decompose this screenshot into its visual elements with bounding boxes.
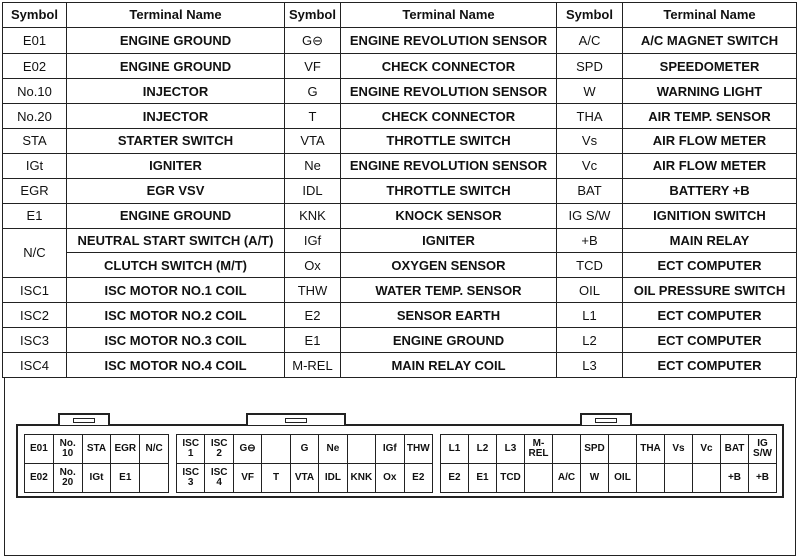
symbol-cell: Ox: [285, 253, 341, 278]
connector-pin: E2: [404, 463, 433, 493]
connector-pin: VTA: [290, 463, 319, 493]
connector-pin: SPD: [580, 434, 609, 464]
terminal-name-cell: KNOCK SENSOR: [341, 203, 557, 228]
symbol-header: Symbol: [557, 3, 623, 28]
terminal-name-cell: A/C MAGNET SWITCH: [623, 27, 797, 53]
terminal-name-cell: CHECK CONNECTOR: [341, 104, 557, 129]
terminal-name-cell: MAIN RELAY: [623, 228, 797, 253]
symbol-cell: G⊖: [285, 27, 341, 53]
symbol-cell: ISC2: [3, 303, 67, 328]
connector-pin: [552, 434, 581, 464]
symbol-cell: No.10: [3, 79, 67, 104]
symbol-cell: E01: [3, 27, 67, 53]
terminal-name-cell: BATTERY +B: [623, 178, 797, 203]
connector-pin: [608, 434, 637, 464]
connector-pin: EGR: [110, 434, 140, 464]
terminal-name-header: Terminal Name: [341, 3, 557, 28]
connector-pin: +B: [748, 463, 777, 493]
terminal-name-cell: IGNITER: [341, 228, 557, 253]
symbol-cell: E1: [3, 203, 67, 228]
symbol-cell: THA: [557, 104, 623, 129]
table-row: [3, 203, 797, 228]
table-row: [3, 303, 797, 328]
connector-pin: TCD: [496, 463, 525, 493]
terminal-name-cell: THROTTLE SWITCH: [341, 129, 557, 154]
terminal-name-cell: ENGINE REVOLUTION SENSOR: [341, 79, 557, 104]
terminal-name-cell: ECT COMPUTER: [623, 253, 797, 278]
table-row: [3, 27, 797, 53]
symbol-cell: L3: [557, 353, 623, 378]
terminal-name-cell: SENSOR EARTH: [341, 303, 557, 328]
connector-block-1: [24, 434, 168, 492]
terminal-name-cell: ISC MOTOR NO.2 COIL: [67, 303, 285, 328]
table-row: [3, 54, 797, 79]
connector-pin: T: [261, 463, 290, 493]
connector-pin: G: [290, 434, 319, 464]
connector-pin: IGf: [375, 434, 404, 464]
symbol-header: Symbol: [3, 3, 67, 28]
table-row: [3, 178, 797, 203]
connector-pin: IGt: [82, 463, 112, 493]
connector-pin: IG S/W: [748, 434, 777, 464]
table-row: [3, 278, 797, 303]
terminal-name-cell: ECT COMPUTER: [623, 353, 797, 378]
symbol-cell: Vs: [557, 129, 623, 154]
connector-pin: N/C: [139, 434, 169, 464]
connector-pin: E01: [24, 434, 54, 464]
table-row: [3, 253, 797, 278]
connector-pin: L3: [496, 434, 525, 464]
connector-pin: No. 10: [53, 434, 83, 464]
symbol-cell: IGf: [285, 228, 341, 253]
terminal-name-cell: AIR FLOW METER: [623, 153, 797, 178]
terminal-name-cell: MAIN RELAY COIL: [341, 353, 557, 378]
symbol-cell: L1: [557, 303, 623, 328]
terminal-name-cell: ECT COMPUTER: [623, 303, 797, 328]
terminal-name-header: Terminal Name: [623, 3, 797, 28]
connector-pin: W: [580, 463, 609, 493]
symbol-cell: SPD: [557, 54, 623, 79]
symbol-cell: E2: [285, 303, 341, 328]
connector-pin: [664, 463, 693, 493]
connector-key-tab: [246, 413, 346, 425]
symbol-cell: N/C: [3, 228, 67, 278]
connector-pin: E1: [110, 463, 140, 493]
terminal-name-cell: ISC MOTOR NO.3 COIL: [67, 328, 285, 353]
connector-pin: [524, 463, 553, 493]
symbol-cell: ISC4: [3, 353, 67, 378]
terminal-table: [2, 2, 797, 378]
symbol-cell: IG S/W: [557, 203, 623, 228]
symbol-cell: OIL: [557, 278, 623, 303]
symbol-header: Symbol: [285, 3, 341, 28]
terminal-name-cell: STARTER SWITCH: [67, 129, 285, 154]
connector-pin: E2: [440, 463, 469, 493]
connector-pin: Ne: [318, 434, 347, 464]
terminal-name-cell: IGNITER: [67, 153, 285, 178]
table-row: [3, 104, 797, 129]
symbol-cell: Vc: [557, 153, 623, 178]
connector-pin: No. 20: [53, 463, 83, 493]
table-row: [3, 153, 797, 178]
terminal-name-cell: OXYGEN SENSOR: [341, 253, 557, 278]
connector-pin: Vc: [692, 434, 721, 464]
terminal-name-cell: EGR VSV: [67, 178, 285, 203]
symbol-cell: +B: [557, 228, 623, 253]
symbol-cell: IGt: [3, 153, 67, 178]
connector-pin: [261, 434, 290, 464]
terminal-name-cell: ECT COMPUTER: [623, 328, 797, 353]
connector-key-tab: [580, 413, 632, 425]
table-row: [3, 353, 797, 378]
connector-pin: ISC 1: [176, 434, 205, 464]
connector-block-2: [176, 434, 432, 492]
connector-pin: [347, 434, 376, 464]
connector-pin: THA: [636, 434, 665, 464]
symbol-cell: E1: [285, 328, 341, 353]
terminal-name-cell: CLUTCH SWITCH (M/T): [67, 253, 285, 278]
terminal-name-cell: AIR FLOW METER: [623, 129, 797, 154]
connector-pin: E02: [24, 463, 54, 493]
symbol-cell: BAT: [557, 178, 623, 203]
symbol-cell: VTA: [285, 129, 341, 154]
terminal-name-header: Terminal Name: [67, 3, 285, 28]
symbol-cell: ISC3: [3, 328, 67, 353]
connector-pin: ISC 2: [204, 434, 233, 464]
connector-pin: +B: [720, 463, 749, 493]
connector-pin: ISC 4: [204, 463, 233, 493]
connector-pin: M- REL: [524, 434, 553, 464]
symbol-cell: VF: [285, 54, 341, 79]
terminal-name-cell: THROTTLE SWITCH: [341, 178, 557, 203]
symbol-cell: W: [557, 79, 623, 104]
symbol-cell: EGR: [3, 178, 67, 203]
terminal-name-cell: ISC MOTOR NO.1 COIL: [67, 278, 285, 303]
symbol-cell: TCD: [557, 253, 623, 278]
connector-pin: BAT: [720, 434, 749, 464]
table-row: [3, 129, 797, 154]
terminal-name-cell: SPEEDOMETER: [623, 54, 797, 79]
connector-pin: VF: [233, 463, 262, 493]
connector-pin: L2: [468, 434, 497, 464]
symbol-cell: No.20: [3, 104, 67, 129]
connector-pin: Ox: [375, 463, 404, 493]
connector-pin: STA: [82, 434, 112, 464]
table-row: [3, 228, 797, 253]
terminal-name-cell: ENGINE GROUND: [341, 328, 557, 353]
connector-pin: [692, 463, 721, 493]
symbol-cell: E02: [3, 54, 67, 79]
connector-pin: G⊖: [233, 434, 262, 464]
terminal-name-cell: INJECTOR: [67, 79, 285, 104]
symbol-cell: A/C: [557, 27, 623, 53]
terminal-name-cell: ENGINE GROUND: [67, 203, 285, 228]
connector-pin: ISC 3: [176, 463, 205, 493]
symbol-cell: Ne: [285, 153, 341, 178]
terminal-name-cell: ISC MOTOR NO.4 COIL: [67, 353, 285, 378]
connector-pin: THW: [404, 434, 433, 464]
connector-block-3: [440, 434, 776, 492]
symbol-cell: M-REL: [285, 353, 341, 378]
connector-pin: OIL: [608, 463, 637, 493]
symbol-cell: THW: [285, 278, 341, 303]
terminal-name-cell: WARNING LIGHT: [623, 79, 797, 104]
table-row: [3, 79, 797, 104]
terminal-table-body: [3, 3, 797, 378]
connector-pin: KNK: [347, 463, 376, 493]
table-row: [3, 328, 797, 353]
connector-pin: [139, 463, 169, 493]
connector-pin: IDL: [318, 463, 347, 493]
connector-pin: A/C: [552, 463, 581, 493]
connector-pin: Vs: [664, 434, 693, 464]
symbol-cell: IDL: [285, 178, 341, 203]
connector-key-tab: [58, 413, 110, 425]
symbol-cell: KNK: [285, 203, 341, 228]
symbol-cell: L2: [557, 328, 623, 353]
terminal-name-cell: WATER TEMP. SENSOR: [341, 278, 557, 303]
terminal-name-cell: OIL PRESSURE SWITCH: [623, 278, 797, 303]
connector-pin: L1: [440, 434, 469, 464]
symbol-cell: STA: [3, 129, 67, 154]
terminal-name-cell: ENGINE REVOLUTION SENSOR: [341, 153, 557, 178]
terminal-name-cell: AIR TEMP. SENSOR: [623, 104, 797, 129]
terminal-name-cell: ENGINE REVOLUTION SENSOR: [341, 27, 557, 53]
terminal-name-cell: CHECK CONNECTOR: [341, 54, 557, 79]
connector-pin: E1: [468, 463, 497, 493]
terminal-name-cell: ENGINE GROUND: [67, 27, 285, 53]
terminal-name-cell: ENGINE GROUND: [67, 54, 285, 79]
terminal-name-cell: NEUTRAL START SWITCH (A/T): [67, 228, 285, 253]
terminal-name-cell: INJECTOR: [67, 104, 285, 129]
symbol-cell: T: [285, 104, 341, 129]
connector-pin: [636, 463, 665, 493]
terminal-name-cell: IGNITION SWITCH: [623, 203, 797, 228]
header-row: [3, 3, 797, 28]
symbol-cell: ISC1: [3, 278, 67, 303]
symbol-cell: G: [285, 79, 341, 104]
